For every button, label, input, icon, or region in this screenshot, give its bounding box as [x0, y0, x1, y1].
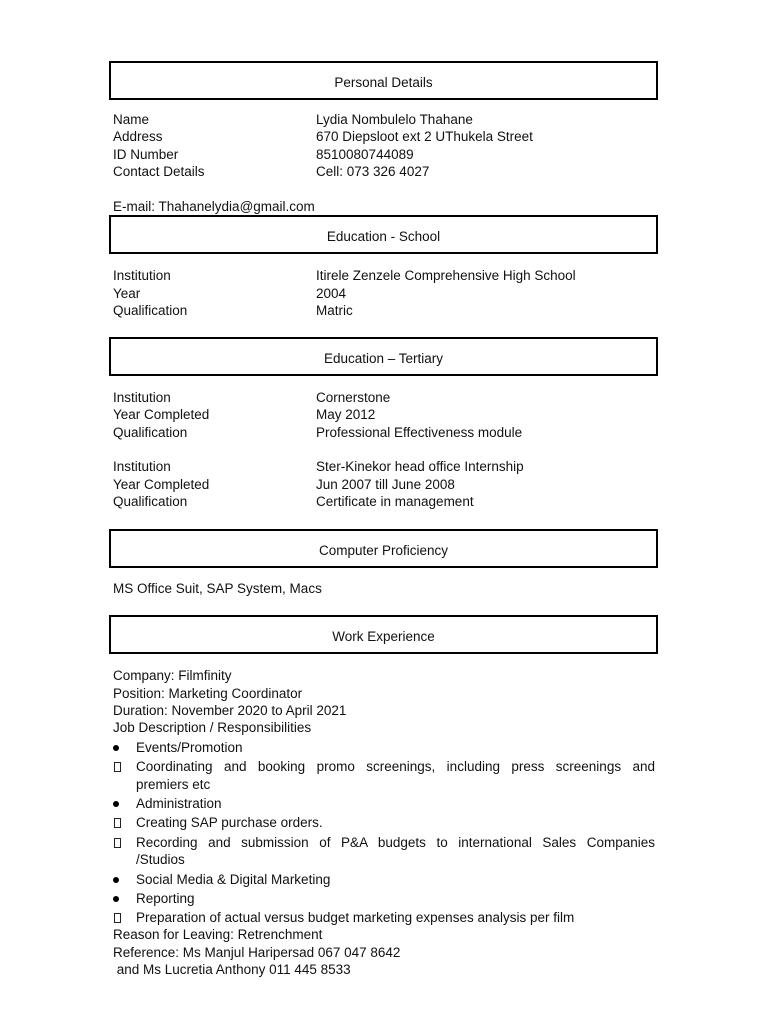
computer-proficiency-header — [109, 529, 658, 568]
address-label: Address — [113, 129, 163, 144]
job-description-label: Job Description / Responsibilities — [113, 720, 312, 735]
missing-glyph-icon — [114, 838, 121, 848]
tertiary-year-value: May 2012 — [316, 407, 376, 422]
category-events: Events/Promotion — [136, 740, 243, 755]
duration-label: Duration: — [113, 703, 168, 718]
school-year-value: 2004 — [316, 286, 347, 301]
reason-label: Reason for Leaving: — [113, 927, 234, 942]
category-reporting: Reporting — [136, 891, 195, 906]
position-value: Marketing Coordinator — [164, 686, 303, 701]
duration-line — [113, 702, 346, 720]
education-tertiary-heading: Education – Tertiary — [323, 351, 444, 366]
work-experience-heading: Work Experience — [332, 629, 435, 644]
tertiary-year-label: Year Completed — [113, 477, 210, 492]
tertiary-qualification-label: Qualification — [113, 494, 188, 509]
reference-label: Reference: — [113, 945, 180, 960]
admin-item2-line2: /Studios — [136, 852, 185, 867]
reference-line-2: and Ms Lucretia Anthony 011 445 8533 — [113, 962, 351, 977]
tertiary-qualification-label: Qualification — [113, 425, 188, 440]
tertiary-qualification-value: Professional Effectiveness module — [316, 425, 523, 440]
computer-skills-text: MS Office Suit, SAP System, Macs — [113, 581, 322, 596]
missing-glyph-icon — [114, 818, 121, 828]
id-number-label: ID Number — [113, 147, 179, 162]
education-tertiary-header — [109, 337, 658, 376]
position-line — [113, 685, 302, 703]
bullet-dot-icon — [113, 801, 119, 807]
reason-line — [113, 926, 322, 944]
admin-item2-line1: Recording and submission of P&A budgets to international Sales Companies — [136, 835, 655, 850]
missing-glyph-icon — [114, 913, 121, 923]
tertiary-institution-value: Ster-Kinekor head office Internship — [316, 459, 524, 474]
company-line — [113, 667, 232, 685]
reference-line — [113, 944, 400, 962]
name-label: Name — [113, 112, 150, 127]
category-social-media: Social Media & Digital Marketing — [136, 872, 331, 887]
reason-value: Retrenchment — [233, 927, 323, 942]
personal-details-heading: Personal Details — [334, 75, 433, 90]
bullet-dot-icon — [113, 745, 119, 751]
missing-glyph-icon — [114, 762, 121, 772]
company-label: Company: — [113, 668, 175, 683]
bullet-dot-icon — [113, 896, 119, 902]
contact-label: Contact Details — [113, 164, 205, 179]
tertiary-institution-label: Institution — [113, 390, 171, 405]
school-institution-label: Institution — [113, 268, 171, 283]
tertiary-qualification-value: Certificate in management — [316, 494, 474, 509]
education-school-header — [109, 215, 658, 254]
name-value: Lydia Nombulelo Thahane — [316, 112, 473, 127]
school-qualification-label: Qualification — [113, 303, 188, 318]
contact-value: Cell: 073 326 4027 — [316, 164, 430, 179]
admin-item1: Creating SAP purchase orders. — [136, 815, 323, 830]
email-line: E-mail: Thahanelydia@gmail.com — [113, 199, 315, 214]
school-institution-value: Itirele Zenzele Comprehensive High School — [316, 268, 576, 283]
computer-proficiency-heading: Computer Proficiency — [318, 543, 449, 558]
company-value: Filmfinity — [174, 668, 232, 683]
education-school-heading: Education - School — [326, 229, 441, 244]
school-qualification-value: Matric — [316, 303, 353, 318]
reporting-item: Preparation of actual versus budget marketing expenses analysis per film — [136, 910, 575, 925]
school-year-label: Year — [113, 286, 141, 301]
address-value: 670 Diepsloot ext 2 UThukela Street — [316, 129, 533, 144]
duration-value: November 2020 to April 2021 — [167, 703, 347, 718]
reference-value: Ms Manjul Haripersad 067 047 8642 — [179, 945, 401, 960]
personal-details-header — [109, 61, 658, 100]
tertiary-institution-label: Institution — [113, 459, 171, 474]
id-number-value: 8510080744089 — [316, 147, 414, 162]
tertiary-institution-value: Cornerstone — [316, 390, 391, 405]
category-administration: Administration — [136, 796, 222, 811]
work-experience-header — [109, 615, 658, 654]
bullet-dot-icon — [113, 877, 119, 883]
events-item-line1: Coordinating and booking promo screenings, including press screenings and — [136, 759, 655, 774]
tertiary-year-value: Jun 2007 till June 2008 — [316, 477, 455, 492]
events-item-line2: premiers etc — [136, 777, 211, 792]
position-label: Position: — [113, 686, 165, 701]
tertiary-year-label: Year Completed — [113, 407, 210, 422]
